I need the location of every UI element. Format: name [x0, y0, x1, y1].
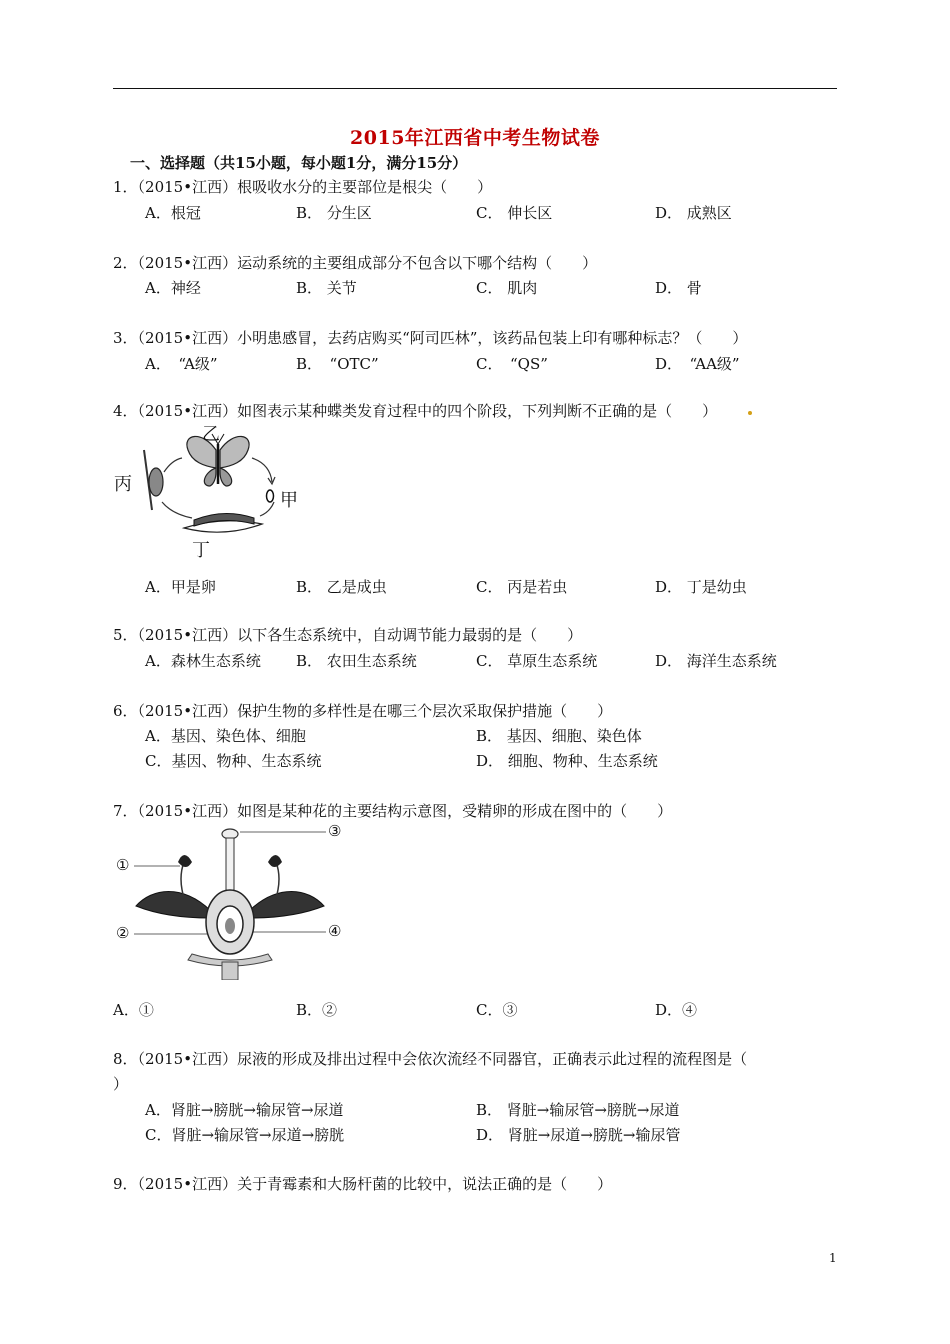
flower-structure-figure: [112, 822, 352, 980]
q8-option-a[interactable]: A．肾脏→膀胱→输尿管→尿道: [145, 1101, 344, 1119]
q6-option-c[interactable]: C．基因、物种、生态系统: [145, 752, 322, 770]
q4-option-a[interactable]: A．甲是卵: [145, 578, 216, 596]
q6-option-d[interactable]: D． 细胞、物种、生态系统: [476, 752, 658, 770]
q2-option-d[interactable]: D． 骨: [655, 279, 702, 297]
q5-option-c[interactable]: C． 草原生态系统: [476, 652, 598, 670]
question-8: 8．（2015•江西）尿液的形成及排出过程中会依次流经不同器官，正确表示此过程的流程图是（: [113, 1050, 748, 1068]
question-9: 9．（2015•江西）关于青霉素和大肠杆菌的比较中，说法正确的是（ ）: [113, 1175, 613, 1193]
q4-option-c[interactable]: C． 丙是若虫: [476, 578, 568, 596]
q7-option-b[interactable]: B．②: [296, 1001, 338, 1019]
figure-label-3: ③: [328, 822, 342, 840]
q7-option-d[interactable]: D．④: [655, 1001, 698, 1019]
q2-option-a[interactable]: A．神经: [145, 279, 201, 297]
section-heading: 一、选择题（共15小题，每小题1分，满分15分）: [130, 154, 468, 172]
page-title: 2015年江西省中考生物试卷: [350, 127, 600, 149]
q1-option-a[interactable]: A．根冠: [145, 204, 201, 222]
q7-option-c[interactable]: C．③: [476, 1001, 518, 1019]
stray-mark: [748, 411, 752, 415]
q5-option-a[interactable]: A．森林生态系统: [145, 652, 261, 670]
q3-option-c[interactable]: C． “QS”: [476, 355, 548, 373]
q2-option-c[interactable]: C． 肌肉: [476, 279, 538, 297]
question-5: 5．（2015•江西）以下各生态系统中，自动调节能力最弱的是（ ）: [113, 626, 583, 644]
page-number: 1: [829, 1251, 837, 1265]
figure-label-bing: 丙: [114, 474, 132, 495]
q5-option-b[interactable]: B． 农田生态系统: [296, 652, 417, 670]
header-rule: [113, 88, 837, 89]
q8-option-c[interactable]: C．肾脏→输尿管→尿道→膀胱: [145, 1126, 345, 1144]
q3-option-d[interactable]: D． “AA级”: [655, 355, 740, 373]
figure-label-yi: 乙: [202, 424, 220, 445]
q6-option-b[interactable]: B． 基因、细胞、染色体: [476, 727, 642, 745]
q3-option-a[interactable]: A． “A级”: [145, 355, 218, 373]
question-3: 3．（2015•江西）小明患感冒，去药店购买“阿司匹林”，该药品包装上印有哪种标志？（ ）: [113, 329, 748, 347]
butterfly-lifecycle-figure: [112, 420, 312, 560]
question-2: 2．（2015•江西）运动系统的主要组成部分不包含以下哪个结构（ ）: [113, 254, 598, 272]
q6-option-a[interactable]: A．基因、染色体、细胞: [145, 727, 306, 745]
question-6: 6．（2015•江西）保护生物的多样性是在哪三个层次采取保护措施（ ）: [113, 702, 613, 720]
q5-option-d[interactable]: D． 海洋生态系统: [655, 652, 777, 670]
q1-option-c[interactable]: C． 伸长区: [476, 204, 553, 222]
figure-label-2: ②: [116, 924, 130, 942]
flower-diagram-icon: [112, 822, 352, 980]
figure-label-4: ④: [328, 922, 342, 940]
question-4: 4．（2015•江西）如图表示某种蝶类发育过程中的四个阶段，下列判断不正确的是（ ）: [113, 402, 718, 420]
question-7: 7．（2015•江西）如图是某种花的主要结构示意图，受精卵的形成在图中的（ ）: [113, 802, 673, 820]
q8-option-b[interactable]: B． 肾脏→输尿管→膀胱→尿道: [476, 1101, 680, 1119]
q7-option-a[interactable]: A．①: [113, 1001, 154, 1019]
q4-option-b[interactable]: B． 乙是成虫: [296, 578, 387, 596]
figure-label-jia: 甲: [280, 490, 298, 511]
q1-option-d[interactable]: D． 成熟区: [655, 204, 732, 222]
question-1: 1．（2015•江西）根吸收水分的主要部位是根尖（ ）: [113, 178, 493, 196]
q1-option-b[interactable]: B． 分生区: [296, 204, 372, 222]
figure-label-ding: 丁: [192, 540, 210, 561]
q3-option-b[interactable]: B． “OTC”: [296, 355, 379, 373]
question-8-continued: ）: [113, 1075, 129, 1093]
q4-option-d[interactable]: D． 丁是幼虫: [655, 578, 747, 596]
q2-option-b[interactable]: B． 关节: [296, 279, 357, 297]
figure-label-1: ①: [116, 856, 130, 874]
q8-option-d[interactable]: D． 肾脏→尿道→膀胱→输尿管: [476, 1126, 681, 1144]
